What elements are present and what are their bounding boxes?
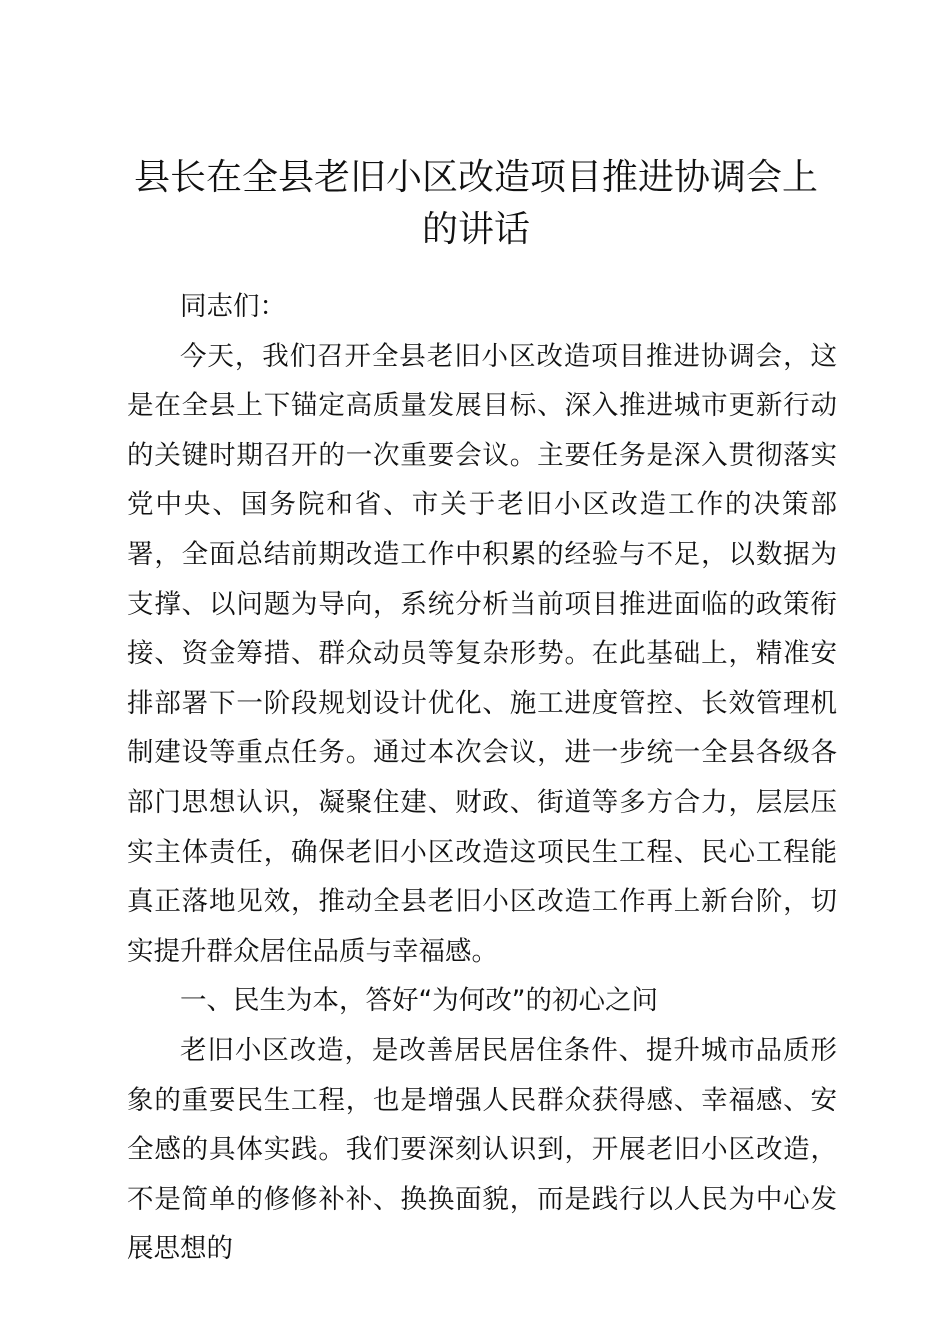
document-body: [127, 282, 837, 1274]
section-heading-1: 一、民生为本，答好“为何改”的初心之问: [180, 985, 658, 1017]
paragraph-section-1: 老旧小区改造，是改善居民居住条件、提升城市品质形象的重要民生工程，也是增强人民群众获得感、幸福感、安全感的具体实践。我们要深刻认识到，开展老旧小区改造，不是简单的修修补补、换换面貌，而是践行以人民为中心发展思想的: [127, 1034, 837, 1265]
paragraph-intro: 今天，我们召开全县老旧小区改造项目推进协调会，这是在全县上下锚定高质量发展目标、深入推进城市更新行动的关键时期召开的一次重要会议。主要任务是深入贯彻落实党中央、国务院和省、市关于老旧小区改造工作的决策部署，全面总结前期改造工作中积累的经验与不足，以数据为支撑、以问题为导向，系统分析当前项目推进面临的政策衔接、资金筹措、群众动员等复杂形势。在此基础上，精准安排部署下一阶段规划设计优化、施工进度管控、长效管理机制建设等重点任务。通过本次会议，进一步统一全县各级各部门思想认识，凝聚住建、财政、街道等多方合力，层层压实主体责任，确保老旧小区改造这项民生工程、民心工程能真正落地见效，推动全县老旧小区改造工作再上新台阶，切实提升群众居住品质与幸福感。: [127, 340, 837, 967]
document-title: 县长在全县老旧小区改造项目推进协调会上的讲话: [133, 157, 818, 250]
salutation: 同志们：: [180, 291, 286, 322]
